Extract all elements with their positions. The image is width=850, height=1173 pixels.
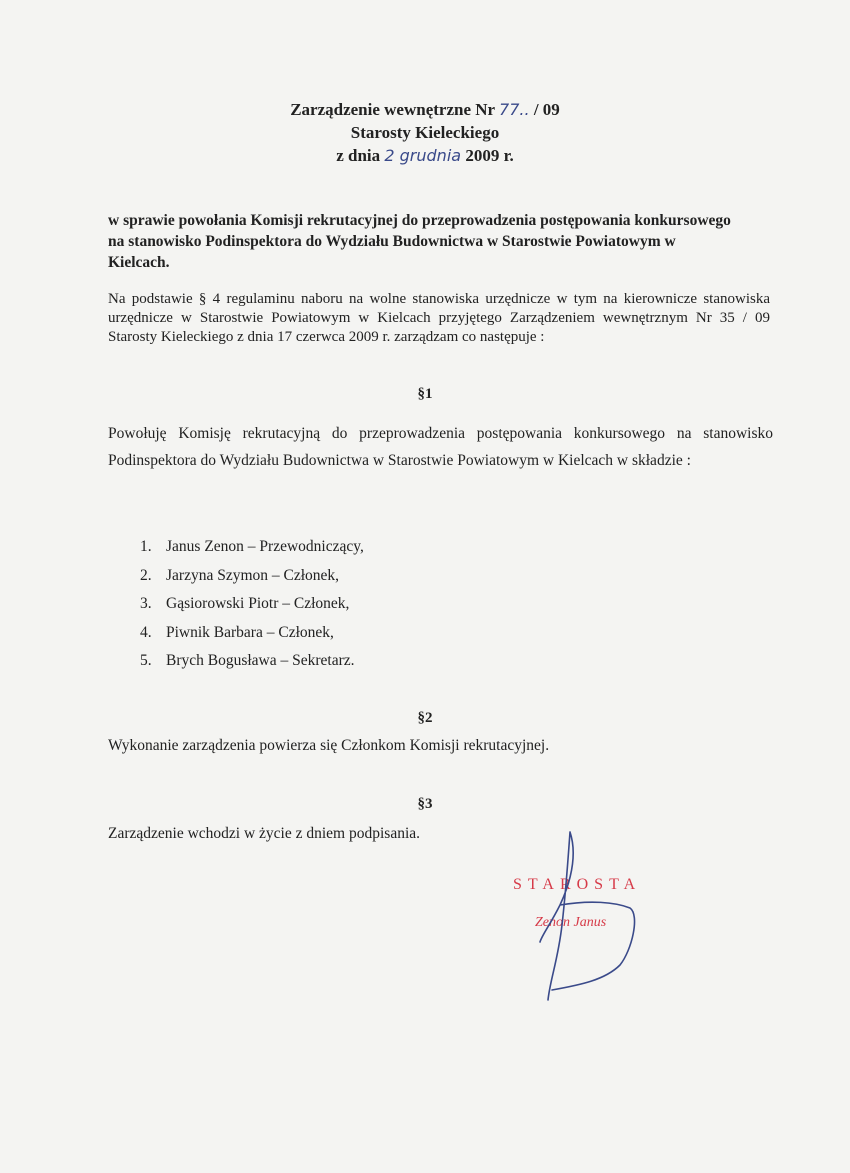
issuing-authority: Starosty Kieleckiego — [350, 123, 500, 142]
list-item: 5. Brych Bogusława – Sekretarz. — [140, 652, 355, 669]
list-item: 4. Piwnik Barbara – Członek, — [140, 623, 334, 641]
document-date: z dnia 2 grudnia 2009 r. — [336, 146, 514, 165]
section-2-heading: §2 — [417, 710, 433, 726]
stamp-title: STAROSTA — [513, 876, 642, 893]
list-item: 1. Janus Zenon – Przewodniczący, — [140, 538, 364, 555]
list-item: 3. Gąsiorowski Piotr – Członek, — [140, 595, 350, 612]
section-3-text: Zarządzenie wchodzi w życie z dniem podpisania. — [108, 825, 421, 842]
handwritten-date: 2 grudnia — [384, 146, 462, 165]
section-1-text: Powołuję Komisję rekrutacyjną do przeprowadzenia postępowania konkursowego na stanowisko Podinspektora do Wydziału Budownictwa w Starostwie Powiatowym w Kielcach w składzie : — [108, 425, 773, 469]
section-3-heading: §3 — [417, 796, 433, 812]
section-1-heading: §1 — [417, 386, 433, 402]
list-item: 2. Jarzyna Szymon – Członek, — [140, 566, 340, 584]
section-2-text: Wykonanie zarządzenia powierza się Członkom Komisji rekrutacyjnej. — [108, 737, 550, 754]
handwritten-number: 77.. — [499, 100, 530, 119]
document-title: Zarządzenie wewnętrzne Nr 77.. / 09 — [290, 100, 560, 119]
committee-members-list — [140, 538, 364, 681]
handwritten-signature — [520, 830, 660, 1010]
legal-basis: Na podstawie § 4 regulaminu naboru na wolne stanowiska urzędnicze w tym na kierownicze stanowiska urzędnicze w Starostwie Powiatowym w Kielcach przyjętego Zarządzeniem wewnętrznym Nr 35 / 09 Starosty Kieleckiego z dnia 17 czerwca 2009 r. zarządzam co następuje : — [108, 291, 770, 345]
stamp-name: Zenon Janus — [535, 915, 607, 930]
document-subject: w sprawie powołania Komisji rekrutacyjnej do przeprowadzenia postępowania konkursowego na stanowisko Podinspektora do Wydziału Budownictwa w Starostwie Powiatowym w Kielcach. — [108, 212, 731, 271]
